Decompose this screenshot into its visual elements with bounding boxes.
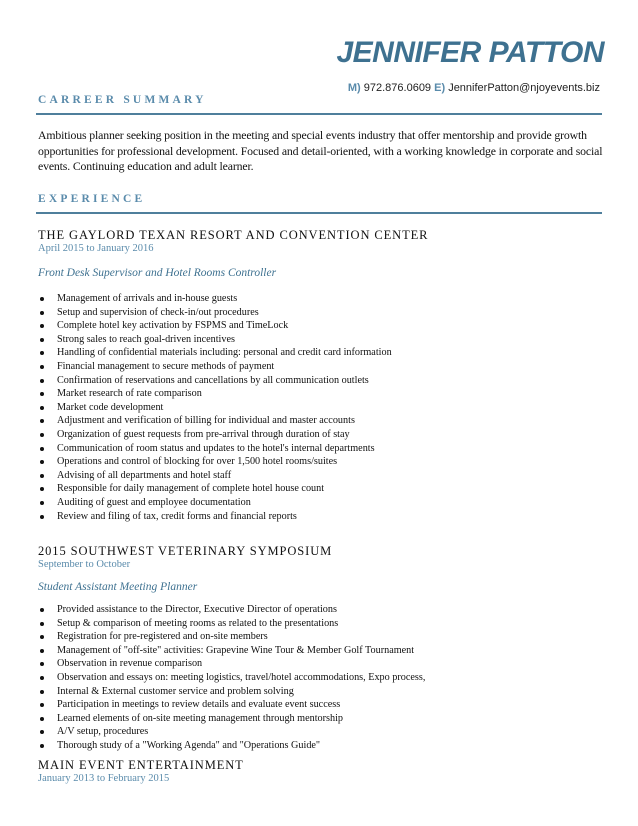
list-item: Handling of confidential materials including: personal and credit card information <box>38 346 598 360</box>
summary-divider <box>36 113 602 115</box>
list-item: Registration for pre-registered and on-site members <box>38 630 598 644</box>
list-item: Organization of guest requests from pre-arrival through duration of stay <box>38 428 598 442</box>
email-address: JenniferPatton@njoyevents.biz <box>448 82 600 94</box>
list-item: Strong sales to reach goal-driven incentives <box>38 333 598 347</box>
summary-text: Ambitious planner seeking position in the meeting and special events industry that offer mentorship and provide growth opportunities for professional development. Focused and detail-oriented, with a working knowledge in corporate and social events. Continuing education and adult learner. <box>38 128 603 173</box>
list-item: Observation and essays on: meeting logistics, travel/hotel accommodations, Expo process, <box>38 671 598 685</box>
experience-heading: EXPERIENCE <box>38 193 146 205</box>
list-item: Internal & External customer service and problem solving <box>38 685 598 699</box>
list-item: Learned elements of on-site meeting management through mentorship <box>38 712 598 726</box>
candidate-name: JENNIFER PATTON <box>336 36 604 69</box>
duty-list <box>38 292 598 523</box>
list-item: Communication of room status and updates to the hotel's internal departments <box>38 442 598 456</box>
list-item: Participation in meetings to review details and evaluate event success <box>38 698 598 712</box>
job-company: THE GAYLORD TEXAN RESORT AND CONVENTION CENTER <box>38 228 429 242</box>
list-item: Observation in revenue comparison <box>38 657 598 671</box>
list-item: Setup and supervision of check-in/out procedures <box>38 306 598 320</box>
list-item: Market research of rate comparison <box>38 387 598 401</box>
duty-list <box>38 603 598 753</box>
list-item: Market code development <box>38 401 598 415</box>
email-label: E) <box>434 82 446 94</box>
job-company: 2015 SOUTHWEST VETERINARY SYMPOSIUM <box>38 544 333 558</box>
job-dates: April 2015 to January 2016 <box>38 243 154 254</box>
list-item: Provided assistance to the Director, Executive Director of operations <box>38 603 598 617</box>
summary-heading: CARREER SUMMARY <box>38 94 207 106</box>
job-company: MAIN EVENT ENTERTAINMENT <box>38 758 244 772</box>
list-item: Management of "off-site" activities: Grapevine Wine Tour & Member Golf Tournament <box>38 644 598 658</box>
job-dates: January 2013 to February 2015 <box>38 773 170 784</box>
list-item: Advising of all departments and hotel staff <box>38 469 598 483</box>
list-item: Setup & comparison of meeting rooms as related to the presentations <box>38 617 598 631</box>
list-item: A/V setup, procedures <box>38 725 598 739</box>
list-item: Adjustment and verification of billing for individual and master accounts <box>38 414 598 428</box>
job-role: Front Desk Supervisor and Hotel Rooms Controller <box>38 267 277 279</box>
job-dates: September to October <box>38 559 131 570</box>
list-item: Responsible for daily management of complete hotel house count <box>38 482 598 496</box>
list-item: Management of arrivals and in-house guests <box>38 292 598 306</box>
list-item: Financial management to secure methods of payment <box>38 360 598 374</box>
mobile-label: M) <box>347 82 361 94</box>
contact-line <box>348 82 600 94</box>
job-role: Student Assistant Meeting Planner <box>38 581 198 593</box>
list-item: Operations and control of blocking for over 1,500 hotel rooms/suites <box>38 455 598 469</box>
list-item: Confirmation of reservations and cancellations by all communication outlets <box>38 374 598 388</box>
experience-divider <box>36 212 602 214</box>
list-item: Thorough study of a "Working Agenda" and "Operations Guide" <box>38 739 598 753</box>
mobile-number: 972.876.0609 <box>363 82 432 94</box>
list-item: Auditing of guest and employee documentation <box>38 496 598 510</box>
list-item: Complete hotel key activation by FSPMS and TimeLock <box>38 319 598 333</box>
list-item: Review and filing of tax, credit forms and financial reports <box>38 510 598 524</box>
